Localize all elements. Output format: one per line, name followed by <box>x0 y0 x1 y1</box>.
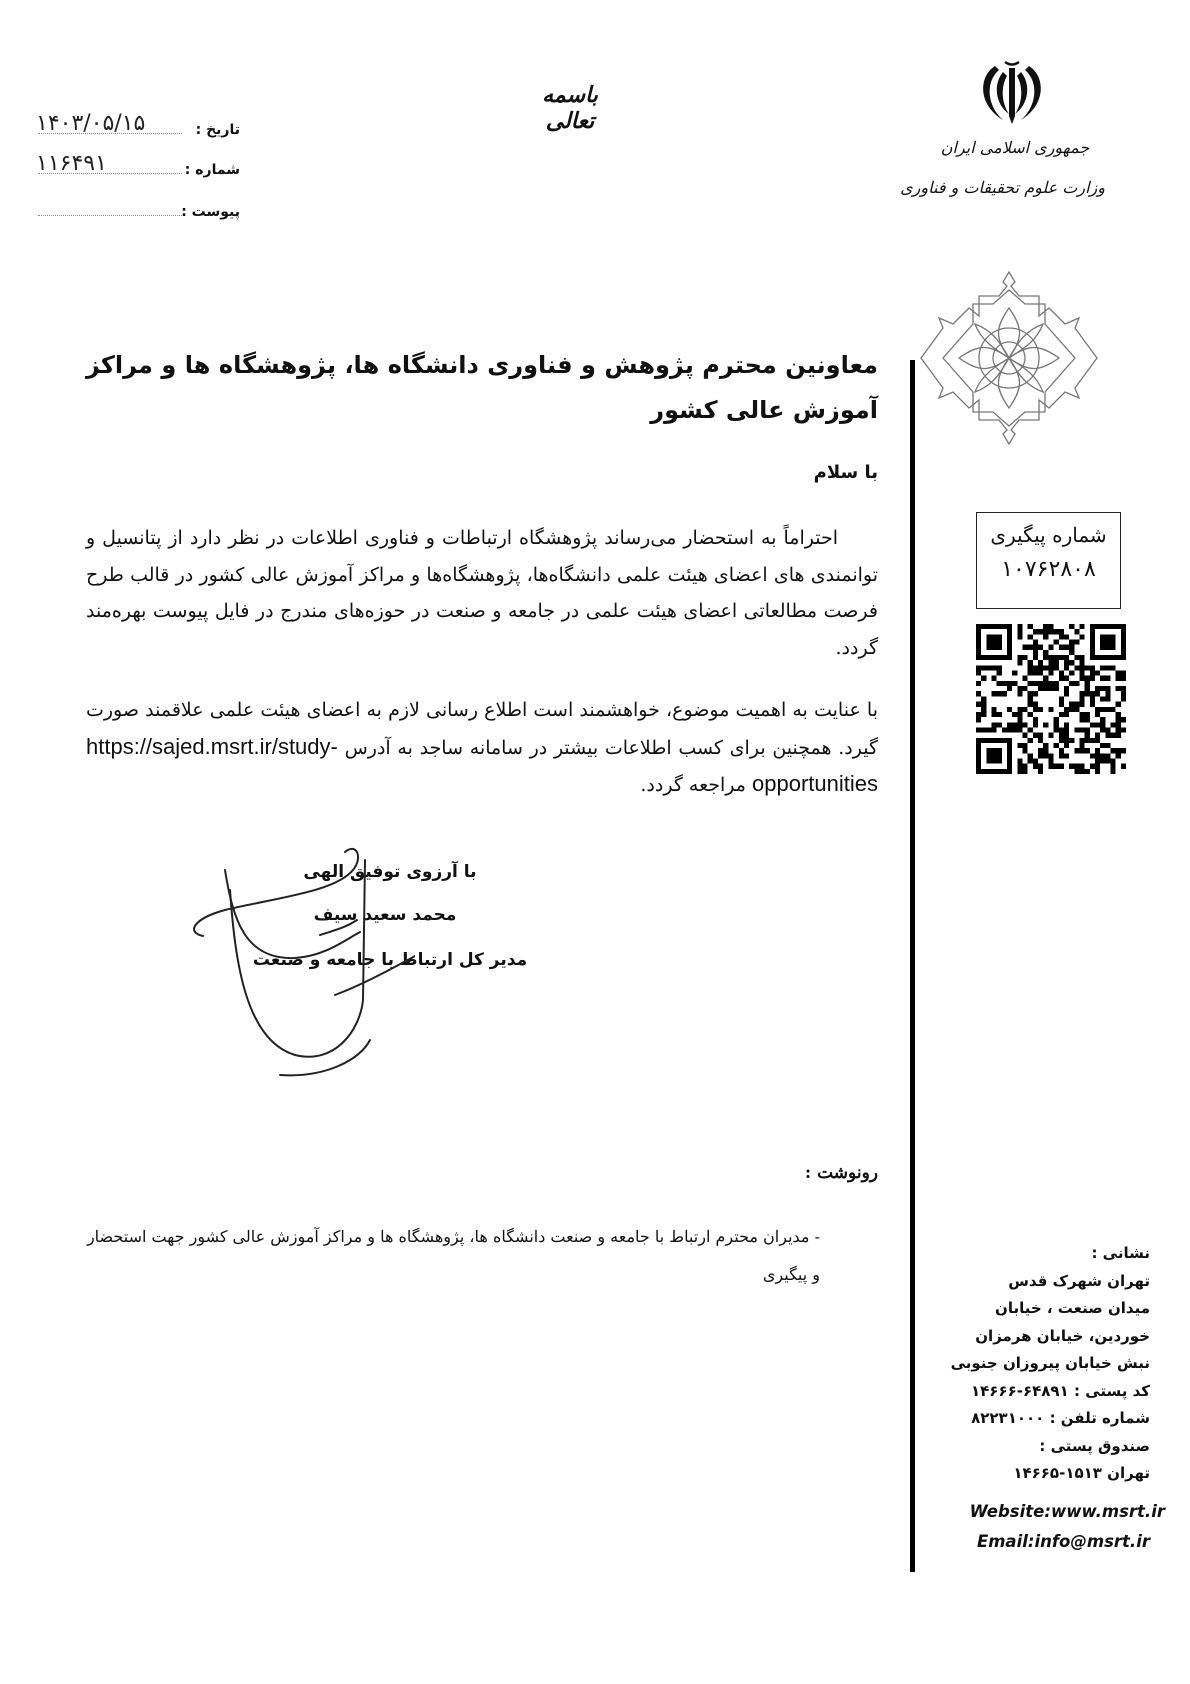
po-box-value: تهران ۱۵۱۳-۱۴۶۶۵ <box>1013 1464 1150 1482</box>
ministry-name: وزارت علوم تحقیقات و فناوری <box>900 178 1105 197</box>
po-box-label: صندوق پستی : <box>1039 1436 1150 1455</box>
tracking-label: شماره پیگیری <box>990 523 1107 547</box>
sajed-url-link[interactable]: https://sajed.msrt.ir/study-opportunities <box>86 733 878 797</box>
tracking-number-box <box>976 512 1121 609</box>
address-block <box>920 1240 1150 1488</box>
number-value: ۱۱۶۴۹۱ <box>36 151 107 176</box>
handwritten-signature-icon <box>185 840 415 1095</box>
attachment-row <box>30 194 240 224</box>
attachment-label: پیوست : <box>181 204 240 220</box>
letter-subject: معاونین محترم پژوهش و فناوری دانشگاه ها، پژوهشگاه ها و مراکز آموزش عالی کشور <box>86 351 878 424</box>
address-line: نشانی : <box>1091 1244 1150 1262</box>
greeting: با سلام <box>813 462 878 483</box>
tracking-number: ۱۰۷۶۲۸۰۸ <box>1001 557 1096 582</box>
date-label: تاریخ : <box>195 122 240 138</box>
date-value: ۱۴۰۳/۰۵/۱۵ <box>36 111 146 136</box>
qr-modules <box>976 624 1126 774</box>
paragraph-1: احتراماً به استحضار می‌رساند پژوهشگاه ارتباطات و فناوری اطلاعات در نظر دارد از پتانسیل و توانمندی های اعضای هیئت علمی دانشگاه‌ها، پژوهشگاه‌ها و مراکز آموزش عالی کشور در قالب طرح فرصت مطالعاتی اعضای هیئت علمی در جامعه و صنعت در حوزه‌های مندرج در فایل پیوست بهره‌مند گردد. <box>86 527 878 660</box>
signer-name: محمد سعید سیف <box>313 905 457 925</box>
number-row <box>30 152 240 182</box>
number-label: شماره : <box>184 162 240 178</box>
signer-title: مدیر کل ارتباط با جامعه و صنعت <box>252 950 528 970</box>
postal-code: کد پستی : ۶۴۸۹۱-۱۴۶۶۶ <box>970 1381 1150 1400</box>
phone-number: شماره تلفن : ۸۲۲۳۱۰۰۰ <box>971 1409 1150 1427</box>
date-row <box>30 112 240 142</box>
paragraph-2-text: با عنایت به اهمیت موضوع، خواهشمند است اطلاع رسانی لازم به اعضای هیئت علمی علاقمند صورت گیرد. همچنین برای کسب اطلاعات بیشتر در سامانه ساجد به آدرس <box>86 699 878 759</box>
address-line: خوردین، خیابان هرمزان <box>975 1326 1150 1345</box>
address-line: نبش خیابان پیروزان جنوبی <box>950 1354 1150 1372</box>
attachment-dotted-line <box>38 215 182 216</box>
cc-title: رونوشت : <box>804 1163 878 1183</box>
date-dotted-line <box>38 133 182 134</box>
email-link[interactable]: Email:info@msrt.ir <box>976 1532 1150 1551</box>
number-dotted-line <box>38 173 182 174</box>
website-link[interactable]: Website:www.msrt.ir <box>969 1502 1165 1521</box>
paragraph-2-end: مراجعه گردد. <box>640 774 746 797</box>
islamic-star-ornament-icon <box>915 268 1103 448</box>
cc-recipients: - مدیران محترم ارتباط با جامعه و صنعت دانشگاه ها، پژوهشگاه ها و مراکز آموزش عالی کشور جهت استحضار و پیگیری <box>86 1227 820 1284</box>
qr-code-icon <box>976 624 1126 774</box>
address-line: تهران شهرک قدس <box>1008 1271 1150 1290</box>
address-line: میدان صنعت ، خیابان <box>995 1299 1150 1317</box>
bismillah-heading: باسمه تعالی <box>542 82 598 134</box>
republic-name: جمهوری اسلامی ایران <box>940 138 1090 157</box>
iran-emblem-icon <box>973 58 1051 128</box>
paragraph-2 <box>86 692 878 804</box>
vertical-divider <box>910 360 915 1572</box>
closing-wish: با آرزوی توفیق الهی <box>303 862 477 882</box>
